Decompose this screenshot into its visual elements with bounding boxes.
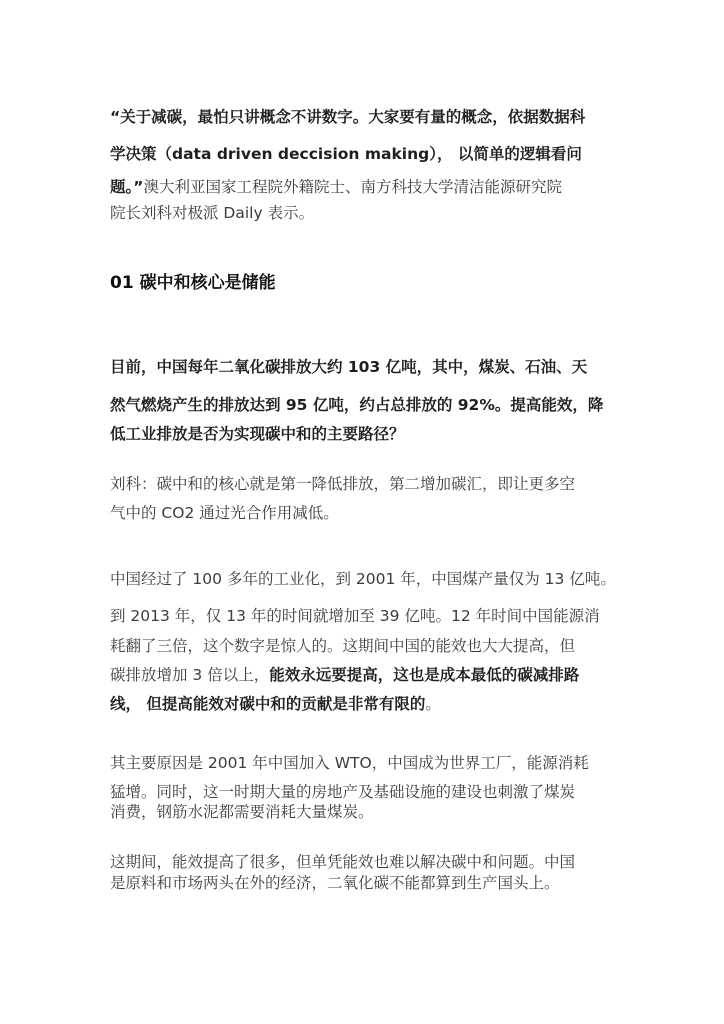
question-line-3: 低工业排放是否为实现碳中和的主要路径？ bbox=[110, 425, 405, 443]
quote-line-3-bold: 题。” bbox=[110, 178, 144, 196]
para2-line-4-text: 碳排放增加 3 倍以上， bbox=[110, 666, 270, 684]
para2-line-4 bbox=[110, 665, 616, 685]
para4-line-2: 是原料和市场两头在外的经济，二氧化碳不能都算到生产国头上。 bbox=[110, 874, 560, 892]
question-line-1: 目前，中国每年二氧化碳排放大约 103 亿吨，其中，煤炭、石油、天 bbox=[110, 358, 588, 376]
section-heading: 01 碳中和核心是储能 bbox=[110, 273, 276, 293]
para2-line-2: 到 2013 年，仅 13 年的时间就增加至 39 亿吨。12 年时间中国能源消 bbox=[110, 607, 600, 625]
quote-line-1: “关于减碳，最怕只讲概念不讲数字。大家要有量的概念，依据数据科 bbox=[110, 108, 586, 126]
para3-line-1: 其主要原因是 2001 年中国加入 WTO，中国成为世界工厂，能源消耗 bbox=[110, 754, 589, 772]
para2-line-3: 耗翻了三倍，这个数字是惊人的。这期间中国的能效也大大提高，但 bbox=[110, 637, 576, 655]
para4-line-1: 这期间，能效提高了很多，但单凭能效也难以解决碳中和问题。中国 bbox=[110, 853, 576, 871]
quote-line-3 bbox=[110, 177, 616, 197]
para2-line-5 bbox=[110, 694, 616, 714]
quote-line-2: 学决策（data driven deccision making）， 以简单的逻辑看问 bbox=[110, 145, 582, 163]
para3-line-2: 猛增。同时，这一时期大量的房地产及基础设施的建设也刺激了煤炭 bbox=[110, 783, 576, 801]
question-line-2: 然气燃烧产生的排放达到 95 亿吨，约占总排放的 92%。提高能效，降 bbox=[110, 396, 604, 414]
para2-line-5-text: 。 bbox=[425, 695, 441, 713]
quote-line-4: 院长刘科对极派 Daily 表示。 bbox=[110, 204, 315, 222]
para3-line-3: 消费，钢筋水泥都需要消耗大量煤炭。 bbox=[110, 803, 374, 821]
answer1-line-2: 气中的 CO2 通过光合作用减低。 bbox=[110, 504, 339, 522]
para2-line-1: 中国经过了 100 多年的工业化，到 2001 年，中国煤产量仅为 13 亿吨。 bbox=[110, 570, 616, 588]
para2-line-5-bold: 线， 但提高能效对碳中和的贡献是非常有限的 bbox=[110, 695, 426, 713]
quote-line-3-text: 澳大利亚国家工程院外籍院士、南方科技大学清洁能源研究院 bbox=[143, 178, 562, 196]
para2-line-4-bold: 能效永远要提高，这也是成本最低的碳减排路 bbox=[269, 666, 580, 684]
answer1-line-1: 刘科：碳中和的核心就是第一降低排放，第二增加碳汇，即让更多空 bbox=[110, 475, 576, 493]
